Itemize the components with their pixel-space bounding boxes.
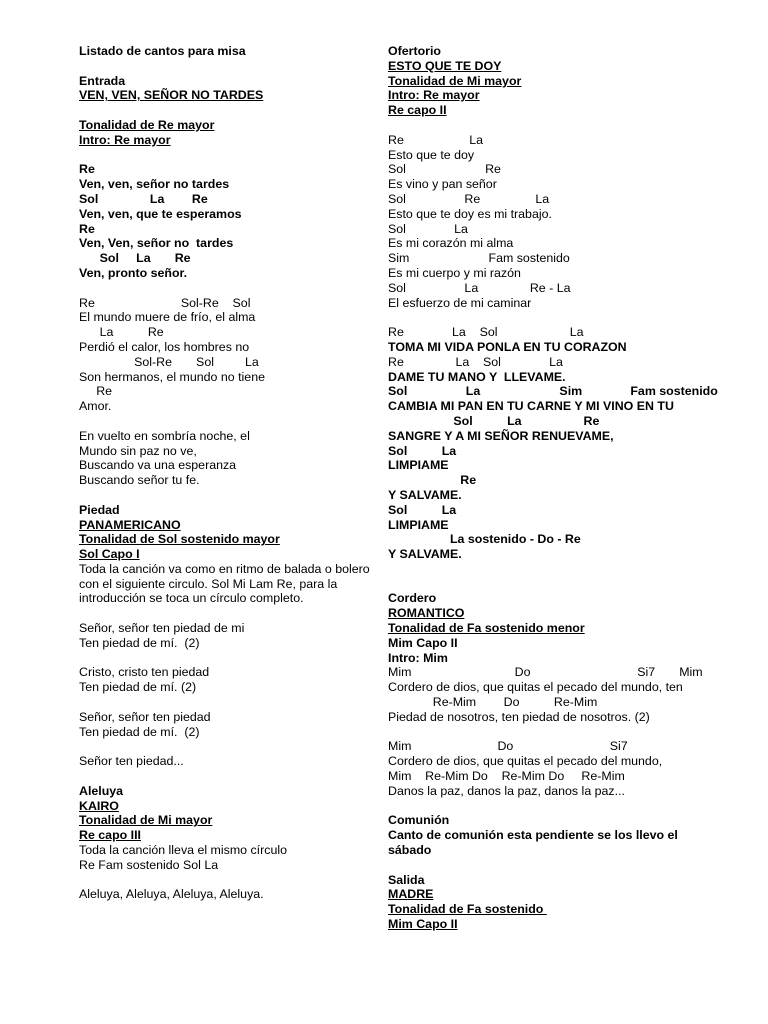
- left-column: [79, 44, 379, 902]
- right-text-line: Intro: Mim: [388, 650, 448, 665]
- right-spacer: [388, 310, 760, 325]
- left-text-line: Tonalidad de Mi mayor: [79, 813, 213, 828]
- right-text-line: Y SALVAME.: [388, 547, 462, 562]
- right-text-line: Es vino y pan señor: [388, 177, 497, 192]
- left-text-line: KAIRO: [79, 798, 119, 813]
- left-text-line: Re: [79, 162, 95, 177]
- right-text-line: Canto de comunión esta pendiente se los llevo el: [388, 828, 678, 843]
- left-spacer: [79, 651, 379, 666]
- left-text-line: Re Sol-Re Sol: [79, 295, 251, 310]
- right-text-line: Mim Re-Mim Do Re-Mim Do Re-Mim: [388, 769, 625, 784]
- right-spacer: [388, 799, 760, 814]
- right-text-line: Tonalidad de Fa sostenido: [388, 902, 547, 917]
- right-text-line: Tonalidad de Mi mayor: [388, 73, 522, 88]
- right-text-line: El esfuerzo de mi caminar: [388, 295, 532, 310]
- right-text-line: Re La: [388, 132, 484, 147]
- right-text-line: Sol La: [388, 502, 457, 517]
- left-text-line: Señor, señor ten piedad: [79, 709, 211, 724]
- right-text-line: Danos la paz, danos la paz, danos la paz...: [388, 783, 625, 798]
- right-text-line: Cordero de dios, que quitas el pecado del mundo,: [388, 754, 663, 769]
- right-spacer: [388, 118, 760, 133]
- right-text-line: La sostenido - Do - Re: [388, 532, 581, 547]
- right-text-line: Re capo II: [388, 103, 447, 118]
- left-text-line: Son hermanos, el mundo no tiene: [79, 369, 265, 384]
- left-spacer: [79, 695, 379, 710]
- right-text-line: TOMA MI VIDA PONLA EN TU CORAZON: [388, 339, 627, 354]
- right-spacer: [388, 562, 760, 577]
- right-spacer: [388, 858, 760, 873]
- right-text-line: Re La Sol La: [388, 325, 584, 340]
- right-text-line: Comunión: [388, 813, 450, 828]
- left-text-line: Buscando va una esperanza: [79, 458, 237, 473]
- left-text-line: Ten piedad de mí. (2): [79, 635, 200, 650]
- right-text-line: Cordero: [388, 591, 437, 606]
- right-text-line: Intro: Re mayor: [388, 88, 480, 103]
- right-text-line: Cordero de dios, que quitas el pecado del mundo, ten: [388, 680, 683, 695]
- right-spacer: [388, 725, 760, 740]
- right-text-line: Esto que te doy es mi trabajo.: [388, 206, 552, 221]
- left-text-line: Ten piedad de mí. (2): [79, 724, 200, 739]
- right-text-line: Sim Fam sostenido: [388, 251, 570, 266]
- left-spacer: [79, 103, 379, 118]
- left-text-line: Señor, señor ten piedad de mi: [79, 621, 245, 636]
- left-text-line: Aleluya, Aleluya, Aleluya, Aleluya.: [79, 887, 264, 902]
- right-text-line: Sol La: [388, 443, 457, 458]
- right-text-line: Sol La Re - La: [388, 280, 571, 295]
- right-text-line: Mim Capo II: [388, 917, 458, 932]
- right-text-line: Salida: [388, 872, 425, 887]
- left-spacer: [79, 148, 379, 163]
- right-text-line: DAME TU MANO Y LLEVAME.: [388, 369, 566, 384]
- right-text-line: LIMPIAME: [388, 517, 449, 532]
- right-text-line: Tonalidad de Fa sostenido menor: [388, 621, 585, 636]
- right-text-line: ESTO QUE TE DOY: [388, 58, 502, 73]
- left-spacer: [79, 606, 379, 621]
- right-text-line: MADRE: [388, 887, 434, 902]
- right-text-line: Re La Sol La: [388, 354, 563, 369]
- right-text-line: Mim Do Si7 Mim: [388, 665, 703, 680]
- left-text-line: Señor ten piedad...: [79, 754, 184, 769]
- left-text-line: En vuelto en sombría noche, el: [79, 428, 250, 443]
- left-text-line: Perdió el calor, los hombres no: [79, 339, 250, 354]
- left-text-line: VEN, VEN, SEÑOR NO TARDES: [79, 88, 264, 103]
- left-text-line: Ven, Ven, señor no tardes: [79, 236, 234, 251]
- left-text-line: Ven, ven, señor no tardes: [79, 177, 230, 192]
- right-text-line: Sol La: [388, 221, 468, 236]
- right-text-line: Esto que te doy: [388, 147, 475, 162]
- left-text-line: Re capo III: [79, 828, 141, 843]
- right-text-line: Es mi corazón mi alma: [388, 236, 514, 251]
- left-text-line: con el siguiente circulo. Sol Mi Lam Re, para la: [79, 576, 338, 591]
- left-text-line: Toda la canción va como en ritmo de balada o bolero: [79, 561, 370, 576]
- left-text-line: Re: [79, 221, 95, 236]
- left-text-line: Tonalidad de Re mayor: [79, 117, 215, 132]
- right-text-line: Ofertorio: [388, 44, 442, 58]
- right-text-line: Re: [388, 473, 477, 488]
- right-text-line: Piedad de nosotros, ten piedad de nosotros. (2): [388, 709, 650, 724]
- right-text-line: sábado: [388, 843, 432, 858]
- left-spacer: [79, 769, 379, 784]
- left-text-line: Toda la canción lleva el mismo círculo: [79, 843, 287, 858]
- left-text-line: La Re: [79, 325, 164, 340]
- left-spacer: [79, 59, 379, 74]
- right-text-line: CAMBIA MI PAN EN TU CARNE Y MI VINO EN TU: [388, 399, 674, 414]
- right-text-line: Sol La Re: [388, 413, 600, 428]
- left-text-line: Sol-Re Sol La: [79, 354, 259, 369]
- left-text-line: introducción se toca un círculo completo.: [79, 591, 304, 606]
- left-text-line: Re: [79, 384, 113, 399]
- right-text-line: Mim Capo II: [388, 635, 458, 650]
- right-text-line: Mim Do Si7: [388, 739, 628, 754]
- right-text-line: SANGRE Y A MI SEÑOR RENUEVAME,: [388, 428, 614, 443]
- left-text-line: Re Fam sostenido Sol La: [79, 857, 219, 872]
- left-text-line: Ven, pronto señor.: [79, 265, 188, 280]
- left-text-line: Amor.: [79, 399, 112, 414]
- left-text-line: Listado de cantos para misa: [79, 44, 246, 58]
- left-text-line: Intro: Re mayor: [79, 132, 171, 147]
- left-text-line: Piedad: [79, 502, 120, 517]
- left-spacer: [79, 739, 379, 754]
- left-text-line: Mundo sin paz no ve,: [79, 443, 197, 458]
- left-text-line: Aleluya: [79, 783, 124, 798]
- left-text-line: Buscando señor tu fe.: [79, 473, 200, 488]
- left-text-line: Entrada: [79, 73, 126, 88]
- right-text-line: Sol Re: [388, 162, 501, 177]
- left-text-line: Tonalidad de Sol sostenido mayor: [79, 532, 280, 547]
- right-text-line: Sol La Sim Fam sostenido: [388, 384, 718, 399]
- left-text-line: Sol La Re: [79, 191, 208, 206]
- right-spacer: [388, 577, 760, 592]
- right-text-line: Y SALVAME.: [388, 487, 462, 502]
- left-spacer: [79, 873, 379, 888]
- left-text-line: Sol La Re: [79, 251, 191, 266]
- right-column: [388, 44, 760, 932]
- right-text-line: ROMANTICO: [388, 606, 465, 621]
- right-text-line: Re-Mim Do Re-Mim: [388, 695, 598, 710]
- left-text-line: Ven, ven, que te esperamos: [79, 206, 242, 221]
- right-text-line: Sol Re La: [388, 191, 550, 206]
- left-spacer: [79, 414, 379, 429]
- right-text-line: Es mi cuerpo y mi razón: [388, 265, 521, 280]
- left-spacer: [79, 488, 379, 503]
- left-text-line: Cristo, cristo ten piedad: [79, 665, 210, 680]
- left-text-line: Ten piedad de mí. (2): [79, 680, 197, 695]
- left-text-line: PANAMERICANO: [79, 517, 181, 532]
- left-text-line: Sol Capo I: [79, 547, 140, 562]
- left-text-line: El mundo muere de frío, el alma: [79, 310, 256, 325]
- left-spacer: [79, 281, 379, 296]
- right-text-line: LIMPIAME: [388, 458, 449, 473]
